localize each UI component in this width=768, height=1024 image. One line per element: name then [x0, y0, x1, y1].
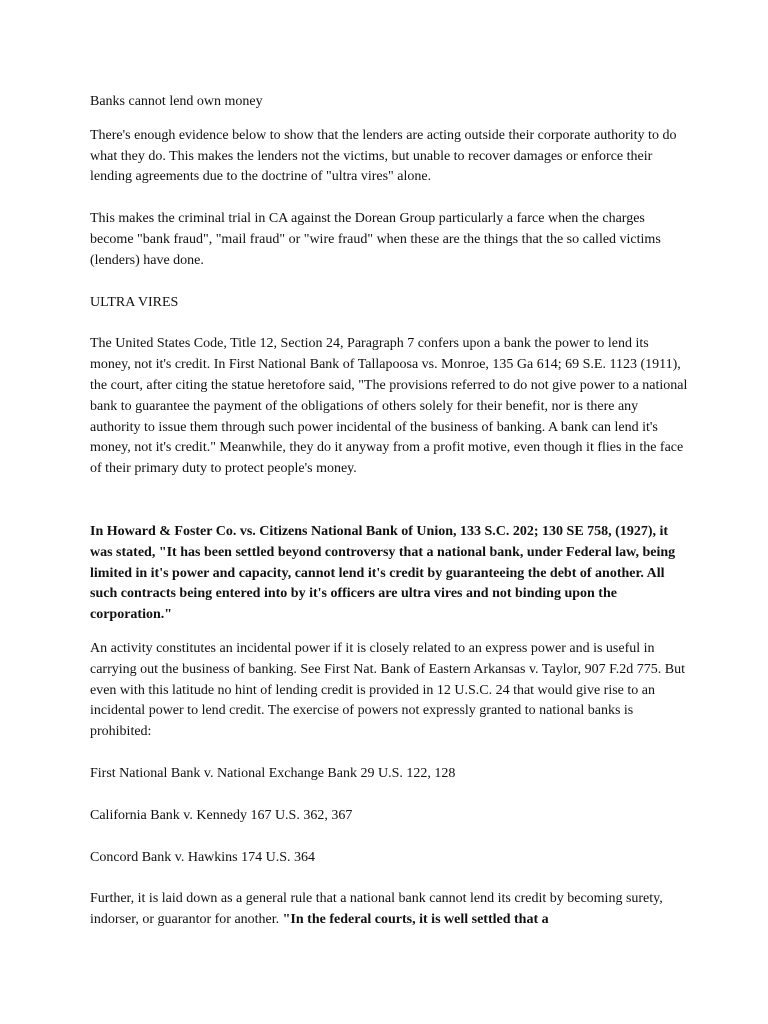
paragraph-general-rule — [90, 889, 690, 931]
paragraph-howard-foster-bold: In Howard & Foster Co. vs. Citizens National Bank of Union, 133 S.C. 202; 130 SE 758, (1927), it was stated, "It has been settled beyond controversy that a national bank, under Federal law, being limited in it's power and capacity, cannot lend it's credit by guaranteeing the debt of another. All such contracts being entered into by it's officers are ultra vires and not binding upon the corporation." — [90, 523, 676, 623]
paragraph-incidental-power: An activity constitutes an incidental power if it is closely related to an express power and is useful in carrying out the business of banking. See First Nat. Bank of Eastern Arkansas v. Taylor, 907 F.2d 775. But even with this latitude no hint of lending credit is provided in 12 U.S.C. 24 that would give rise to an incidental power to lend credit. The exercise of powers not expressly granted to national banks is prohibited: — [90, 640, 685, 740]
paragraph-intro: There's enough evidence below to show that the lenders are acting outside their corporate authority to do what they do. This makes the lenders not the victims, but unable to recover damages or enforce their lending agreements due to the doctrine of "ultra vires" alone. — [90, 127, 677, 185]
heading-ultra-vires: ULTRA VIRES — [90, 294, 179, 310]
paragraph-dorean-trial: This makes the criminal trial in CA against the Dorean Group particularly a farce when the charges become "bank fraud", "mail fraud" or "wire fraud" when these are the things that the so called victims (lenders) have done. — [90, 211, 661, 268]
citation-item: California Bank v. Kennedy 167 U.S. 362, 367 — [90, 807, 353, 823]
document-page — [90, 92, 690, 931]
citation-item: First National Bank v. National Exchange Bank 29 U.S. 122, 128 — [90, 765, 456, 781]
document-title: Banks cannot lend own money — [90, 94, 263, 109]
paragraph-general-rule-bold-quote: "In the federal courts, it is well settled that a — [282, 912, 549, 928]
paragraph-general-rule-text: Further, it is laid down as a general rule that a national bank cannot lend its credit by becoming surety, indorser, or guarantor for another. — [90, 891, 663, 928]
citation-item: Concord Bank v. Hawkins 174 U.S. 364 — [90, 849, 316, 865]
paragraph-usc-title-12: The United States Code, Title 12, Section 24, Paragraph 7 confers upon a bank the power to lend its money, not it's credit. In First National Bank of Tallapoosa vs. Monroe, 135 Ga 614; 69 S.E. 1123 (1911), the court, after citing the statue heretofore said, "The provisions referred to do not give power to a national bank to guarantee the payment of the obligations of others solely for their benefit, nor is there any authority to issue them through such power incidental of the business of banking. A bank can lend it's money, not it's credit." Meanwhile, they do it anyway from a profit motive, even though it flies in the face of their primary duty to protect people's money. — [90, 336, 688, 477]
